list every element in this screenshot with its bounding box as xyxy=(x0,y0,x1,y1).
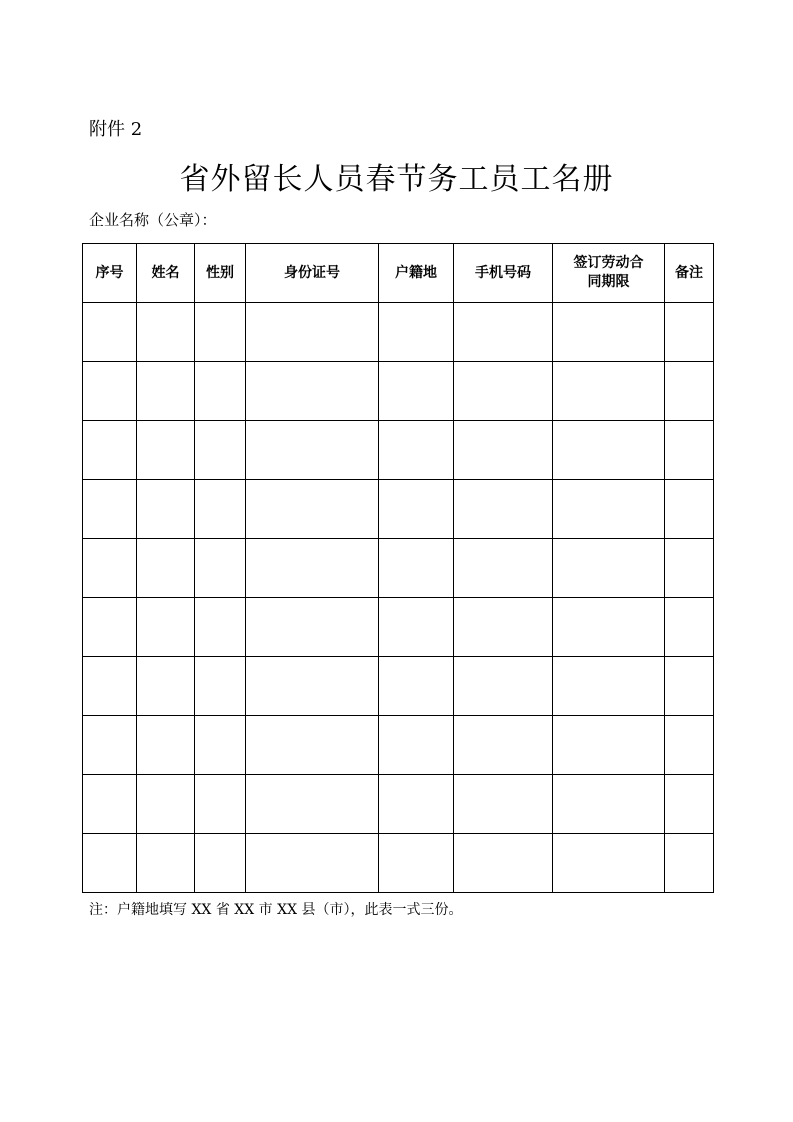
cell-serial-number[interactable] xyxy=(83,362,137,421)
cell-contract-term[interactable] xyxy=(553,598,665,657)
footer-note: 注：户籍地填写 XX 省 XX 市 XX 县（市），此表一式三份。 xyxy=(89,902,463,918)
cell-household-registration[interactable] xyxy=(379,480,454,539)
cell-household-registration[interactable] xyxy=(379,657,454,716)
cell-gender[interactable] xyxy=(195,480,246,539)
cell-serial-number[interactable] xyxy=(83,716,137,775)
cell-household-registration[interactable] xyxy=(379,362,454,421)
cell-id-number[interactable] xyxy=(246,303,379,362)
cell-household-registration[interactable] xyxy=(379,539,454,598)
table-row xyxy=(83,775,714,834)
cell-remarks[interactable] xyxy=(665,362,714,421)
cell-phone-number[interactable] xyxy=(454,362,553,421)
cell-name[interactable] xyxy=(137,303,195,362)
document-title: 省外留长人员春节务工员工名册 xyxy=(179,162,614,197)
cell-household-registration[interactable] xyxy=(379,716,454,775)
cell-gender[interactable] xyxy=(195,421,246,480)
cell-remarks[interactable] xyxy=(665,657,714,716)
column-header-id-number: 身份证号 xyxy=(246,244,379,303)
cell-name[interactable] xyxy=(137,539,195,598)
cell-gender[interactable] xyxy=(195,775,246,834)
table-body xyxy=(83,303,714,893)
cell-serial-number[interactable] xyxy=(83,598,137,657)
table-row xyxy=(83,716,714,775)
table-row xyxy=(83,303,714,362)
cell-id-number[interactable] xyxy=(246,716,379,775)
cell-contract-term[interactable] xyxy=(553,657,665,716)
cell-remarks[interactable] xyxy=(665,421,714,480)
cell-serial-number[interactable] xyxy=(83,834,137,893)
cell-id-number[interactable] xyxy=(246,421,379,480)
cell-household-registration[interactable] xyxy=(379,421,454,480)
cell-name[interactable] xyxy=(137,834,195,893)
table-header-row xyxy=(83,244,714,303)
cell-contract-term[interactable] xyxy=(553,834,665,893)
cell-remarks[interactable] xyxy=(665,775,714,834)
cell-gender[interactable] xyxy=(195,657,246,716)
table-row xyxy=(83,480,714,539)
cell-gender[interactable] xyxy=(195,539,246,598)
cell-name[interactable] xyxy=(137,480,195,539)
cell-name[interactable] xyxy=(137,775,195,834)
column-header-serial-number: 序号 xyxy=(83,244,137,303)
cell-serial-number[interactable] xyxy=(83,303,137,362)
employee-roster-table xyxy=(82,243,714,893)
table-row xyxy=(83,362,714,421)
company-name-label: 企业名称（公章）： xyxy=(89,211,217,229)
cell-name[interactable] xyxy=(137,598,195,657)
cell-id-number[interactable] xyxy=(246,834,379,893)
table-row xyxy=(83,539,714,598)
cell-phone-number[interactable] xyxy=(454,539,553,598)
cell-serial-number[interactable] xyxy=(83,421,137,480)
cell-remarks[interactable] xyxy=(665,539,714,598)
cell-name[interactable] xyxy=(137,362,195,421)
cell-serial-number[interactable] xyxy=(83,775,137,834)
cell-gender[interactable] xyxy=(195,598,246,657)
cell-contract-term[interactable] xyxy=(553,539,665,598)
cell-phone-number[interactable] xyxy=(454,598,553,657)
cell-gender[interactable] xyxy=(195,716,246,775)
table-row xyxy=(83,598,714,657)
column-header-remarks: 备注 xyxy=(665,244,714,303)
cell-gender[interactable] xyxy=(195,303,246,362)
column-header-contract-term-label: 签订劳动合同期限 xyxy=(573,255,644,290)
cell-phone-number[interactable] xyxy=(454,421,553,480)
cell-serial-number[interactable] xyxy=(83,539,137,598)
column-header-household-registration: 户籍地 xyxy=(379,244,454,303)
cell-remarks[interactable] xyxy=(665,598,714,657)
cell-phone-number[interactable] xyxy=(454,834,553,893)
cell-id-number[interactable] xyxy=(246,775,379,834)
cell-household-registration[interactable] xyxy=(379,834,454,893)
table-row xyxy=(83,657,714,716)
cell-phone-number[interactable] xyxy=(454,716,553,775)
column-header-name: 姓名 xyxy=(137,244,195,303)
cell-gender[interactable] xyxy=(195,834,246,893)
column-header-phone-number: 手机号码 xyxy=(454,244,553,303)
cell-contract-term[interactable] xyxy=(553,480,665,539)
cell-id-number[interactable] xyxy=(246,362,379,421)
cell-household-registration[interactable] xyxy=(379,303,454,362)
cell-contract-term[interactable] xyxy=(553,303,665,362)
cell-remarks[interactable] xyxy=(665,716,714,775)
attachment-label: 附件 2 xyxy=(89,119,143,140)
cell-remarks[interactable] xyxy=(665,834,714,893)
table-row xyxy=(83,421,714,480)
cell-household-registration[interactable] xyxy=(379,598,454,657)
cell-serial-number[interactable] xyxy=(83,657,137,716)
cell-id-number[interactable] xyxy=(246,539,379,598)
cell-contract-term[interactable] xyxy=(553,716,665,775)
cell-phone-number[interactable] xyxy=(454,480,553,539)
cell-serial-number[interactable] xyxy=(83,480,137,539)
cell-phone-number[interactable] xyxy=(454,775,553,834)
cell-contract-term[interactable] xyxy=(553,421,665,480)
cell-gender[interactable] xyxy=(195,362,246,421)
cell-contract-term[interactable] xyxy=(553,362,665,421)
cell-name[interactable] xyxy=(137,716,195,775)
cell-phone-number[interactable] xyxy=(454,303,553,362)
column-header-gender: 性别 xyxy=(195,244,246,303)
column-header-contract-term xyxy=(553,244,665,303)
cell-phone-number[interactable] xyxy=(454,657,553,716)
cell-name[interactable] xyxy=(137,421,195,480)
cell-remarks[interactable] xyxy=(665,303,714,362)
table-row xyxy=(83,834,714,893)
cell-household-registration[interactable] xyxy=(379,775,454,834)
cell-id-number[interactable] xyxy=(246,598,379,657)
cell-name[interactable] xyxy=(137,657,195,716)
cell-remarks[interactable] xyxy=(665,480,714,539)
cell-id-number[interactable] xyxy=(246,480,379,539)
cell-id-number[interactable] xyxy=(246,657,379,716)
cell-contract-term[interactable] xyxy=(553,775,665,834)
